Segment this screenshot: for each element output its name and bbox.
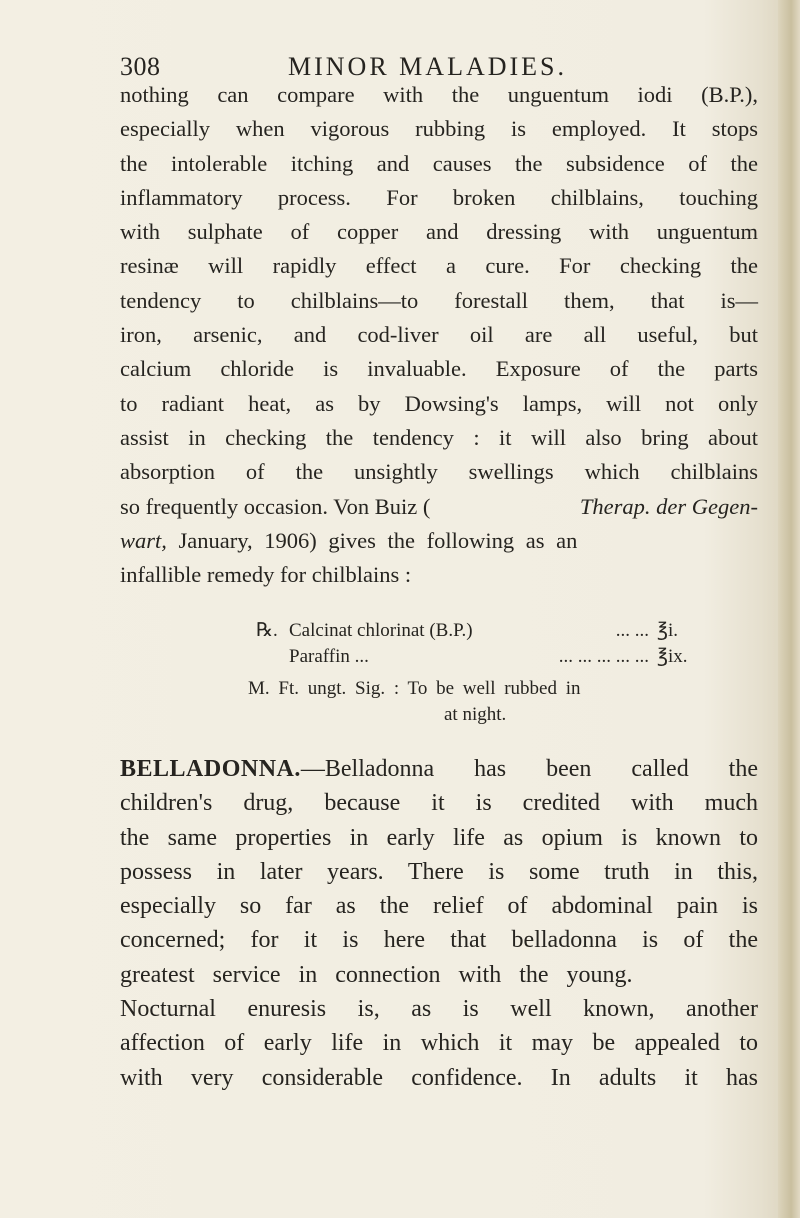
text-line: to radiant heat, as by Dowsing's lamps, will not only (120, 390, 758, 416)
prescription-block (248, 618, 756, 728)
text-line: children's drug, because it is credited with much (120, 790, 758, 817)
text-line: with sulphate of copper and dressing with unguentum (120, 219, 758, 245)
dot-leader: ... ... ... ... ... (558, 646, 649, 667)
text-line: nothing can compare with the unguentum iodi (B.P.), (120, 82, 758, 107)
section-heading: BELLADONNA. (120, 756, 301, 782)
citation-title-italic: wart, (120, 527, 167, 553)
text-line: assist in checking the tendency : it will also bring about (120, 424, 758, 450)
prescription-signature-cont: at night. (444, 704, 507, 725)
text-line: affection of early life in which it may be appealed to (120, 1030, 758, 1057)
text-line: calcium chloride is invaluable. Exposure of the parts (120, 356, 758, 382)
text-segment: —Belladonna has been called the (300, 756, 758, 782)
citation-title-italic: Therap. der Gegen- (579, 493, 758, 519)
text-line: infallible remedy for chilblains : (120, 562, 412, 588)
page-number: 308 (120, 52, 161, 81)
text-line: tendency to chilblains—to forestall them, that is— (120, 287, 758, 313)
drug-dose: ℥i. (657, 620, 679, 641)
prescription-row (256, 618, 756, 644)
text-line: absorption of the unsightly swellings which chilblains (120, 459, 758, 485)
text-line: the same properties in early life as opium is known to (120, 824, 758, 851)
text-line: especially so far as the relief of abdominal pain is (120, 893, 758, 920)
text-line: the intolerable itching and causes the subsidence of the (120, 150, 758, 176)
prescription-signature: M. Ft. ungt. Sig. : To be well rubbed in (248, 678, 581, 699)
text-line: greatest service in connection with the young. (120, 961, 633, 988)
text-line: iron, arsenic, and cod-liver oil are all useful, but (120, 322, 758, 348)
text-line-with-citation (120, 490, 758, 524)
page-edge (778, 0, 800, 1218)
text-line: concerned; for it is here that belladonna is of the (120, 927, 758, 954)
text-line: resinæ will rapidly effect a cure. For checking the (120, 253, 758, 279)
drug-name: Paraffin ... (289, 646, 369, 667)
prescription-row (256, 644, 756, 670)
text-line: especially when vigorous rubbing is employed. It stops (120, 116, 758, 142)
text-line-with-heading (120, 752, 758, 786)
text-line: Nocturnal enuresis is, as is well known, another (120, 996, 758, 1023)
text-line: possess in later years. There is some truth in this, (120, 858, 758, 885)
rx-symbol: ℞. (256, 620, 278, 641)
drug-name: Calcinat chlorinat (B.P.) (289, 620, 473, 641)
dot-leader: ... ... (615, 620, 649, 641)
text-line-with-citation (120, 524, 758, 558)
drug-dose: ℥ix. (657, 646, 688, 667)
text-line: with very considerable confidence. In adults it has (120, 1064, 758, 1091)
text-line: inflammatory process. For broken chilblains, touching (120, 184, 758, 210)
text-segment: so frequently occasion. Von Buiz ( (120, 493, 431, 519)
running-head: MINOR MALADIES. (288, 52, 567, 81)
text-segment: January, 1906) gives the following as an (166, 527, 578, 553)
paragraph-chilblains (120, 78, 758, 592)
paragraph-belladonna (120, 752, 758, 1095)
